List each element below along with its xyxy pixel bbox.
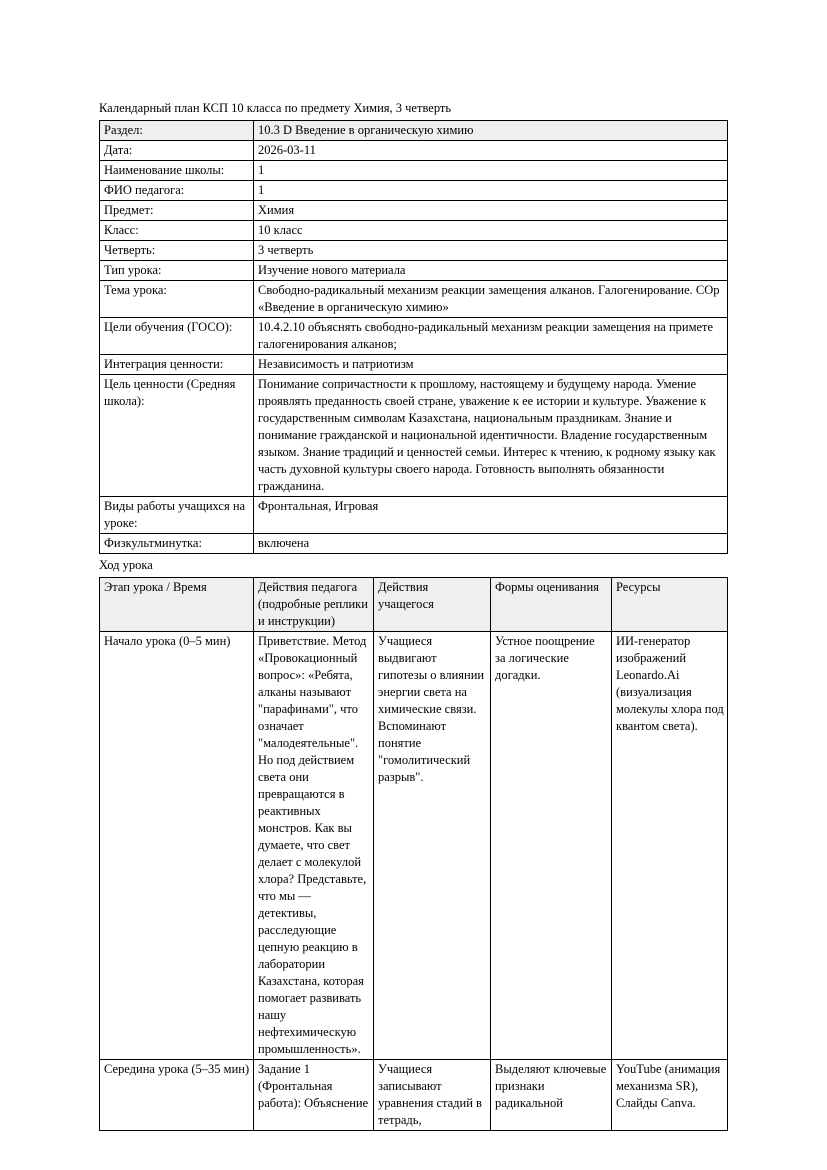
info-row-value: Фронтальная, Игровая [254,497,728,534]
flow-stage-cell: Середина урока (5–35 мин) [100,1060,254,1131]
info-row-value: Понимание сопричастности к прошлому, настоящему и будущему народа. Умение проявлять преданность своей стране, уважение к ее истории и культуре. Уважение к государственным символам Казахстана, национальным праздникам. Знание и понимание гражданской и национальной идентичности. Владение государственным языком. Знание традиций и ценностей семьи. Интерес к чтению, к родному языку как часть духовной культуры своего народа. Готовность выполнять обязанности гражданина. [254,375,728,497]
info-row-label: Дата: [100,141,254,161]
flow-heading: Ход урока [99,558,153,572]
info-row-value: Независимость и патриотизм [254,355,728,375]
info-row-label: Цели обучения (ГОСО): [100,318,254,355]
info-row-label: Четверть: [100,241,254,261]
table-row [100,375,728,497]
table-header-row [100,578,728,632]
table-row [100,318,728,355]
info-row-label: Тема урока: [100,281,254,318]
lesson-flow-table-head [100,578,728,632]
column-header: Этап урока / Время [100,578,254,632]
lesson-flow-table-body [100,632,728,1131]
column-header: Действия учащегося [374,578,491,632]
flow-teacher-cell: Задание 1 (Фронтальная работа): Объяснение [254,1060,374,1131]
page-title: Календарный план КСП 10 класса по предмету Химия, 3 четверть [99,101,452,115]
lesson-info-table-body [100,121,728,554]
table-row [100,141,728,161]
flow-teacher-cell: Приветствие. Метод «Провокационный вопрос»: «Ребята, алканы называют "парафинами", что означает "малодеятельные". Но под действием света они превращаются в реактивных монстров. Как вы думаете, что свет делает с молекулой хлора? Представьте, что мы — детективы, расследующие цепную реакцию в лаборатории Казахстана, которая помогает развивать нашу нефтехимическую промышленность». [254,632,374,1060]
table-row [100,281,728,318]
info-row-label: Цель ценности (Средняя школа): [100,375,254,497]
table-row [100,201,728,221]
table-row [100,181,728,201]
info-row-label: Физкультминутка: [100,534,254,554]
column-header: Действия педагога (подробные реплики и инструкции) [254,578,374,632]
lesson-info-table [99,120,728,554]
document-page [99,0,727,1131]
info-row-value: 3 четверть [254,241,728,261]
info-row-value: 2026-03-11 [254,141,728,161]
info-row-label: Класс: [100,221,254,241]
table-row [100,221,728,241]
table-row [100,161,728,181]
info-row-value: 1 [254,181,728,201]
flow-assessment-cell: Устное поощрение за логические догадки. [491,632,612,1060]
column-header: Формы оценивания [491,578,612,632]
info-row-value: Изучение нового материала [254,261,728,281]
info-row-label: Виды работы учащихся на уроке: [100,497,254,534]
info-row-value: 1 [254,161,728,181]
table-row [100,632,728,1060]
info-row-label: Интеграция ценности: [100,355,254,375]
table-row [100,355,728,375]
info-row-value: 10 класс [254,221,728,241]
info-row-label: Предмет: [100,201,254,221]
flow-student-cell: Учащиеся записывают уравнения стадий в тетрадь, [374,1060,491,1131]
info-row-label: Наименование школы: [100,161,254,181]
flow-stage-cell: Начало урока (0–5 мин) [100,632,254,1060]
flow-resources-cell: YouTube (анимация механизма SR), Слайды Canva. [612,1060,728,1131]
column-header: Ресурсы [612,578,728,632]
flow-assessment-cell: Выделяют ключевые признаки радикальной [491,1060,612,1131]
info-row-label: Тип урока: [100,261,254,281]
table-row [100,534,728,554]
flow-student-cell: Учащиеся выдвигают гипотезы о влиянии энергии света на химические связи. Вспоминают понятие "гомолитический разрыв". [374,632,491,1060]
info-row-label: ФИО педагога: [100,181,254,201]
info-row-value: 10.3 D Введение в органическую химию [254,121,728,141]
info-row-value: Химия [254,201,728,221]
info-row-value: Свободно-радикальный механизм реакции замещения алканов. Галогенирование. СОр «Введение в органическую химию» [254,281,728,318]
info-row-value: включена [254,534,728,554]
info-row-label: Раздел: [100,121,254,141]
table-row [100,497,728,534]
table-row [100,121,728,141]
table-row [100,241,728,261]
info-row-value: 10.4.2.10 объяснять свободно-радикальный механизм реакции замещения на примете галогенирования алканов; [254,318,728,355]
table-row [100,261,728,281]
lesson-flow-table [99,577,728,1131]
flow-resources-cell: ИИ-генератор изображений Leonardo.Ai (визуализация молекулы хлора под квантом света). [612,632,728,1060]
table-row [100,1060,728,1131]
